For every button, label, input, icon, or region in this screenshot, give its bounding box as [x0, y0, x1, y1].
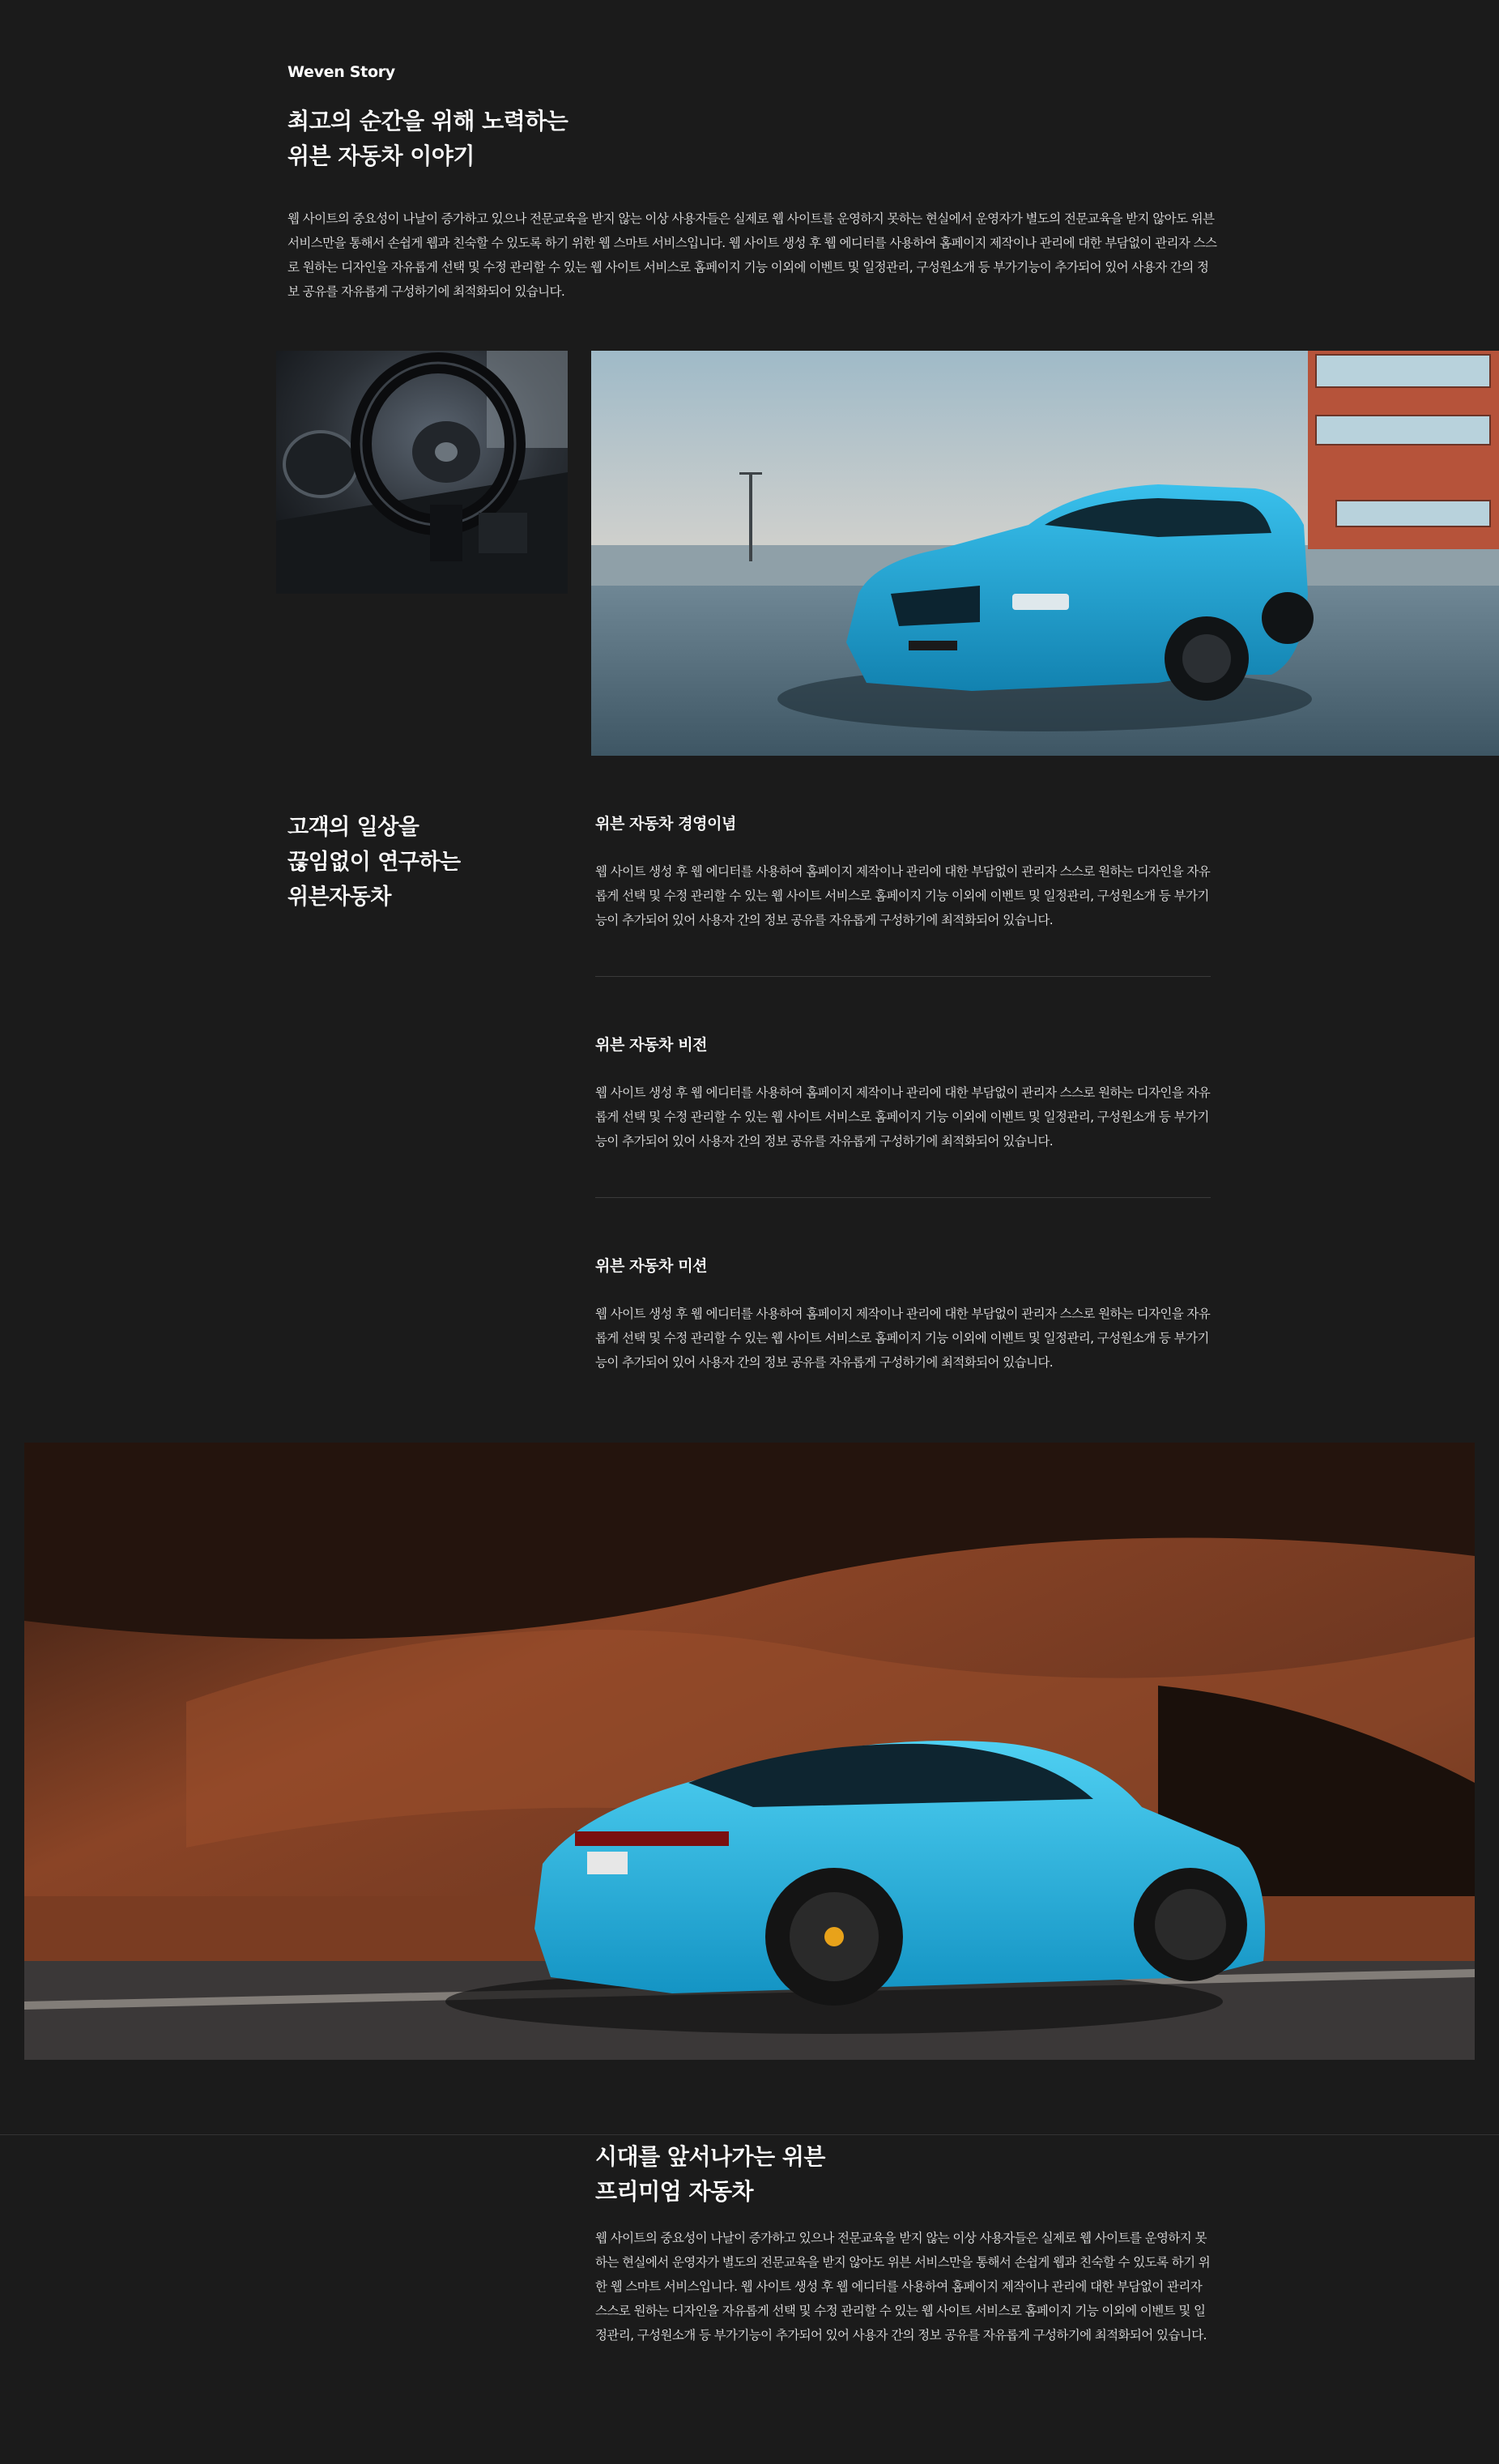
premium-title — [595, 2139, 1162, 2209]
values-title-line2: 끊임없이 연구하는 — [287, 850, 461, 875]
steering-wheel-photo — [276, 351, 568, 594]
section-eyebrow: Weven Story — [287, 63, 395, 81]
value-heading: 위븐 자동차 비전 — [595, 1036, 708, 1054]
value-heading: 위븐 자동차 미션 — [595, 1257, 708, 1275]
section-divider — [595, 1197, 1211, 1198]
section-divider — [0, 2134, 1499, 2135]
audi-canyon-photo — [24, 1443, 1475, 2060]
premium-title-line1: 시대를 앞서나가는 위븐 — [595, 2143, 825, 2170]
intro-headline — [287, 104, 854, 173]
value-item-vision — [595, 1033, 1211, 1153]
premium-title-line2: 프리미엄 자동차 — [595, 2178, 754, 2205]
premium-body: 웹 사이트의 중요성이 나날이 증가하고 있으나 전문교육을 받지 않는 이상 사용자들은 실제로 웹 사이트를 운영하지 못하는 현실에서 운영자가 별도의 전문교육을 받지 않아도 위븐 서비스만을 통해서 손쉽게 웹과 친숙할 수 있도록 하기 위한 웹 스마트 서비스입니다. 웹 사이트 생성 후 웹 에디터를 사용하여 홈페이지 제작이나 관리에 대한 부담없이 관리자 스스로 원하는 디자인을 자유롭게 선택 및 수정 관리할 수 있는 웹 사이트 서비스로 홈페이지 기능 이외에 이벤트 및 일정관리, 구성원소개 등 부가기능이 추가되어 있어 사용자 간의 정보 공유를 자유롭게 구성하기에 최적화되어 있습니다. — [595, 2231, 1211, 2343]
value-body: 웹 사이트 생성 후 웹 에디터를 사용하여 홈페이지 제작이나 관리에 대한 부담없이 관리자 스스로 원하는 디자인을 자유롭게 선택 및 수정 관리할 수 있는 웹 사이트 서비스로 홈페이지 기능 이외에 이벤트 및 일정관리, 구성원소개 등 부가기능이 추가되어 있어 사용자 간의 정보 공유를 자유롭게 구성하기에 최적화되어 있습니다. — [595, 1085, 1211, 1149]
intro-headline-line1: 최고의 순간을 위해 노력하는 — [287, 108, 569, 134]
values-title-line1: 고객의 일상을 — [287, 815, 419, 840]
value-item-mission — [595, 1254, 1211, 1375]
value-heading: 위븐 자동차 경영이념 — [595, 815, 737, 833]
value-body: 웹 사이트 생성 후 웹 에디터를 사용하여 홈페이지 제작이나 관리에 대한 부담없이 관리자 스스로 원하는 디자인을 자유롭게 선택 및 수정 관리할 수 있는 웹 사이트 서비스로 홈페이지 기능 이외에 이벤트 및 일정관리, 구성원소개 등 부가기능이 추가되어 있어 사용자 간의 정보 공유를 자유롭게 구성하기에 최적화되어 있습니다. — [595, 864, 1211, 927]
section-divider — [595, 976, 1211, 977]
intro-headline-line2: 위븐 자동차 이야기 — [287, 143, 475, 169]
values-title — [287, 810, 547, 914]
intro-body: 웹 사이트의 중요성이 나날이 증가하고 있으나 전문교육을 받지 않는 이상 사용자들은 실제로 웹 사이트를 운영하지 못하는 현실에서 운영자가 별도의 전문교육을 받지 않아도 위븐 서비스만을 통해서 손쉽게 웹과 친숙할 수 있도록 하기 위한 웹 스마트 서비스입니다. 웹 사이트 생성 후 웹 에디터를 사용하여 홈페이지 제작이나 관리에 대한 부담없이 관리자 스스로 원하는 디자인을 자유롭게 선택 및 수정 관리할 수 있는 웹 사이트 서비스로 홈페이지 기능 이외에 이벤트 및 일정관리, 구성원소개 등 부가기능이 추가되어 있어 사용자 간의 정보 공유를 자유롭게 구성하기에 최적화되어 있습니다. — [287, 211, 1217, 299]
value-item-philosophy — [595, 812, 1211, 932]
values-title-line3: 위븐자동차 — [287, 885, 391, 910]
value-body: 웹 사이트 생성 후 웹 에디터를 사용하여 홈페이지 제작이나 관리에 대한 부담없이 관리자 스스로 원하는 디자인을 자유롭게 선택 및 수정 관리할 수 있는 웹 사이트 서비스로 홈페이지 기능 이외에 이벤트 및 일정관리, 구성원소개 등 부가기능이 추가되어 있어 사용자 간의 정보 공유를 자유롭게 구성하기에 최적화되어 있습니다. — [595, 1307, 1211, 1370]
wrx-photo — [591, 351, 1499, 756]
